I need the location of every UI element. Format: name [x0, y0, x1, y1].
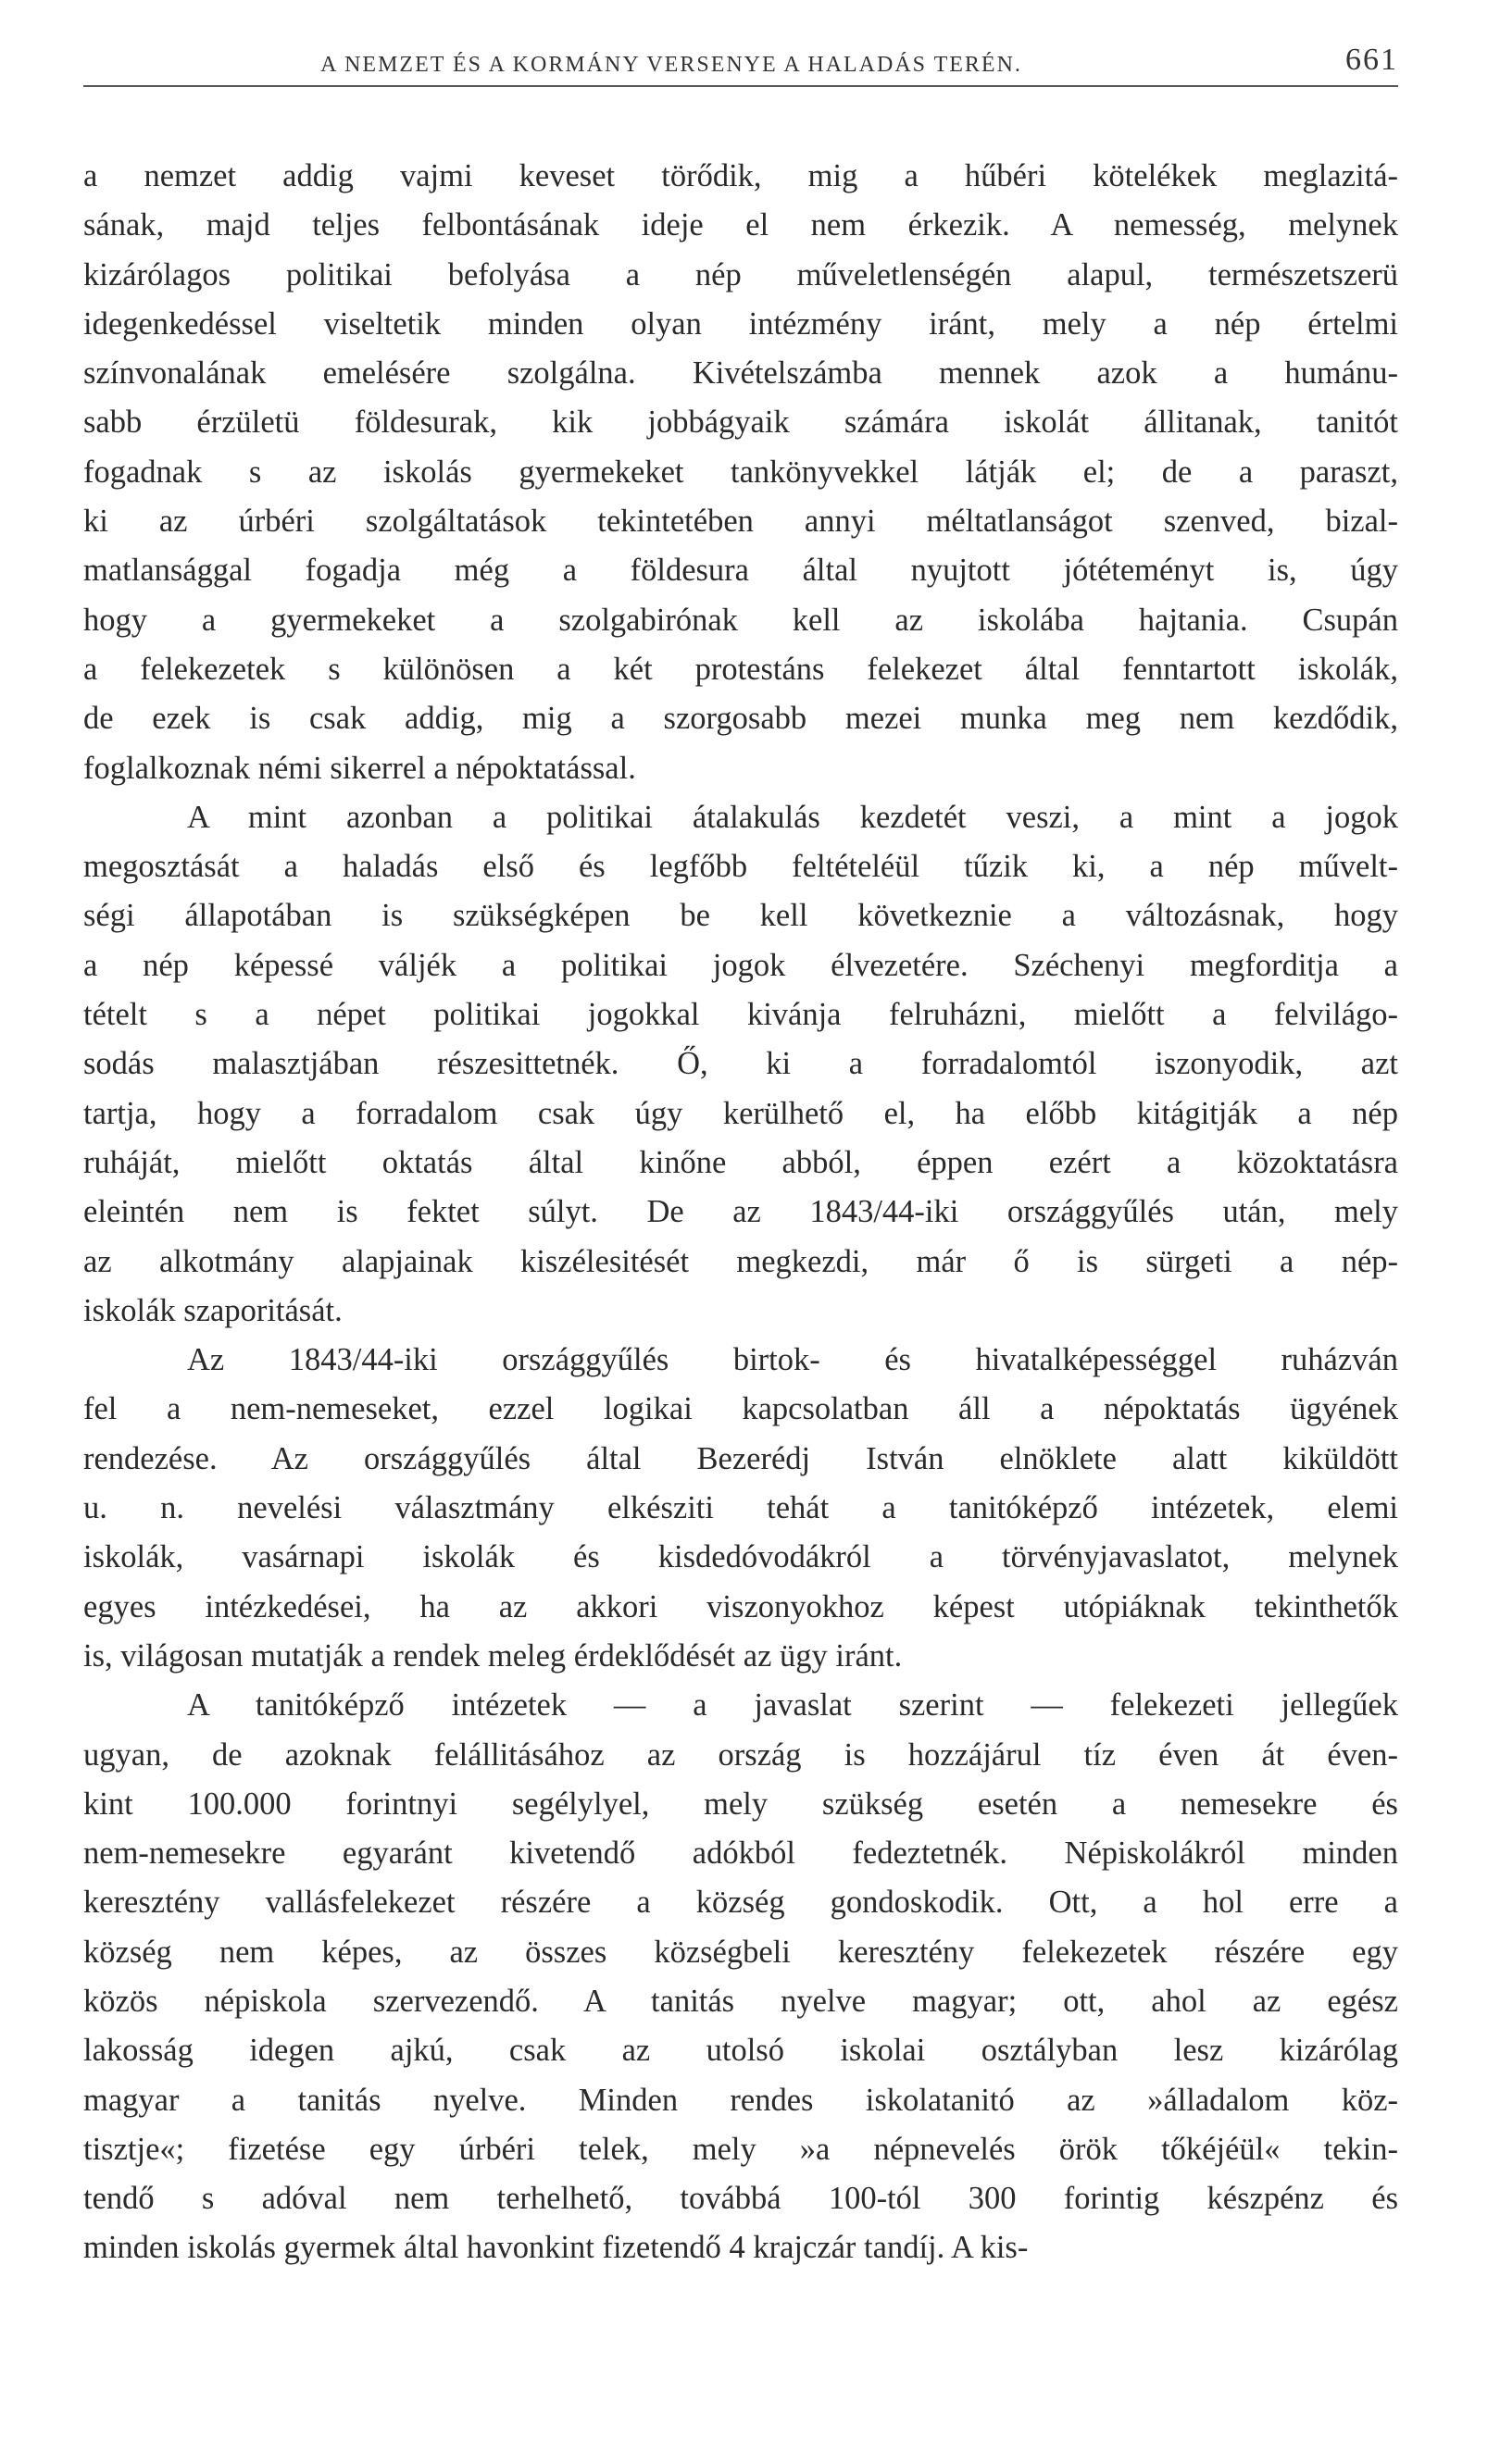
text-line: matlansággal fogadja még a földesura által nyujtott jótéteményt is, úgy — [83, 553, 1398, 589]
text-line: iskolák szaporitását. — [83, 1292, 343, 1328]
text-line: is, világosan mutatják a rendek meleg érdeklődését az ügy iránt. — [83, 1637, 903, 1674]
text-line: hogy a gyermekeket a szolgabirónak kell az iskolába hajtania. Csupán — [83, 602, 1398, 638]
text-line: község nem képes, az összes községbeli keresztény felekezetek részére egy — [83, 1934, 1398, 1970]
text-line: lakosság idegen ajkú, csak az utolsó iskolai osztályban lesz kizárólag — [83, 2033, 1398, 2069]
paragraph — [83, 1681, 1398, 2273]
text-line: A tanitóképző intézetek — a javaslat szerint — felekezeti jellegűek — [187, 1687, 1398, 1724]
text-line: magyar a tanitás nyelve. Minden rendes iskolatanitó az »álladalom köz- — [83, 2082, 1398, 2118]
text-line: A mint azonban a politikai átalakulás kezdetét veszi, a mint a jogok — [187, 799, 1398, 835]
text-line: sának, majd teljes felbontásának ideje el nem érkezik. A nemesség, melynek — [83, 207, 1398, 243]
running-title: A NEMZET ÉS A KORMÁNY VERSENYE A HALADÁS TERÉN. — [320, 53, 1022, 77]
running-header — [83, 43, 1398, 87]
text-line: idegenkedéssel viseltetik minden olyan intézmény iránt, mely a nép értelmi — [83, 305, 1398, 342]
body-text — [83, 152, 1398, 2273]
text-line: sodás malasztjában részesittetnék. Ő, ki a forradalomtól iszonyodik, azt — [83, 1046, 1398, 1082]
text-line: de ezek is csak addig, mig a szorgosabb mezei munka meg nem kezdődik, — [83, 701, 1398, 737]
paragraph — [83, 793, 1398, 1336]
text-line: tendő s adóval nem terhelhető, továbbá 100-tól 300 forintig készpénz és — [83, 2181, 1398, 2217]
paragraph — [83, 1336, 1398, 1681]
page-number: 661 — [1345, 43, 1398, 77]
paragraph — [83, 152, 1398, 793]
text-line: egyes intézkedései, ha az akkori viszonyokhoz képest utópiáknak tekinthetők — [83, 1588, 1398, 1624]
text-line: fel a nem-nemeseket, ezzel logikai kapcsolatban áll a népoktatás ügyének — [83, 1391, 1398, 1427]
text-line: Az 1843/44-iki országgyűlés birtok- és hivatalképességgel ruházván — [187, 1342, 1398, 1378]
text-line: ki az úrbéri szolgáltatások tekintetében annyi méltatlanságot szenved, bizal- — [83, 504, 1398, 540]
text-line: tartja, hogy a forradalom csak úgy kerülhető el, ha előbb kitágitják a nép — [83, 1095, 1398, 1131]
text-line: ségi állapotában is szükségképen be kell következnie a változásnak, hogy — [83, 898, 1398, 934]
text-line: u. n. nevelési választmány elkésziti tehát a tanitóképző intézetek, elemi — [83, 1490, 1398, 1526]
text-line: az alkotmány alapjainak kiszélesitését megkezdi, már ő is sürgeti a nép- — [83, 1243, 1398, 1279]
text-line: minden iskolás gyermek által havonkint fizetendő 4 krajczár tandíj. A kis- — [83, 2230, 1029, 2266]
document-page — [83, 43, 1398, 2273]
text-line: a felekezetek s különösen a két protestáns felekezet által fenntartott iskolák, — [83, 651, 1398, 687]
text-line: ugyan, de azoknak felállitásához az ország is hozzájárul tíz éven át éven- — [83, 1736, 1398, 1773]
text-line: keresztény vallásfelekezet részére a község gondoskodik. Ott, a hol erre a — [83, 1885, 1398, 1921]
text-line: tételt s a népet politikai jogokkal kivánja felruházni, mielőtt a felvilágo- — [83, 997, 1398, 1033]
text-line: tisztje«; fizetése egy úrbéri telek, mely »a népnevelés örök tőkéjéül« tekin- — [83, 2131, 1398, 2167]
text-line: foglalkoznak némi sikerrel a népoktatással. — [83, 750, 636, 786]
text-line: fogadnak s az iskolás gyermekeket tankönyvekkel látják el; de a paraszt, — [83, 454, 1398, 490]
text-line: rendezése. Az országgyűlés által Bezerédj István elnöklete alatt kiküldött — [83, 1440, 1398, 1476]
text-line: kint 100.000 forintnyi segélylyel, mely szükség esetén a nemesekre és — [83, 1786, 1398, 1822]
text-line: megosztását a haladás első és legfőbb feltételéül tűzik ki, a nép művelt- — [83, 849, 1398, 885]
text-line: közös népiskola szervezendő. A tanitás nyelve magyar; ott, ahol az egész — [83, 1983, 1398, 2019]
text-line: sabb érzületü földesurak, kik jobbágyaik számára iskolát állitanak, tanitót — [83, 404, 1398, 441]
text-line: kizárólagos politikai befolyása a nép műveletlenségén alapul, természetszerü — [83, 256, 1398, 292]
text-line: ruháját, mielőtt oktatás által kinőne abból, éppen ezért a közoktatásra — [83, 1144, 1398, 1180]
text-line: a nép képessé váljék a politikai jogok élvezetére. Széchenyi megforditja a — [83, 947, 1398, 983]
text-line: nem-nemesekre egyaránt kivetendő adókból fedeztetnék. Népiskolákról minden — [83, 1836, 1398, 1872]
text-line: iskolák, vasárnapi iskolák és kisdedóvodákról a törvényjavaslatot, melynek — [83, 1539, 1398, 1575]
text-line: a nemzet addig vajmi keveset törődik, mig a hűbéri kötelékek meglazitá- — [83, 158, 1398, 193]
text-line: színvonalának emelésére szolgálna. Kivételszámba mennek azok a humánu- — [83, 355, 1398, 392]
text-line: eleintén nem is fektet súlyt. De az 1843/44-iki országgyűlés után, mely — [83, 1194, 1398, 1230]
